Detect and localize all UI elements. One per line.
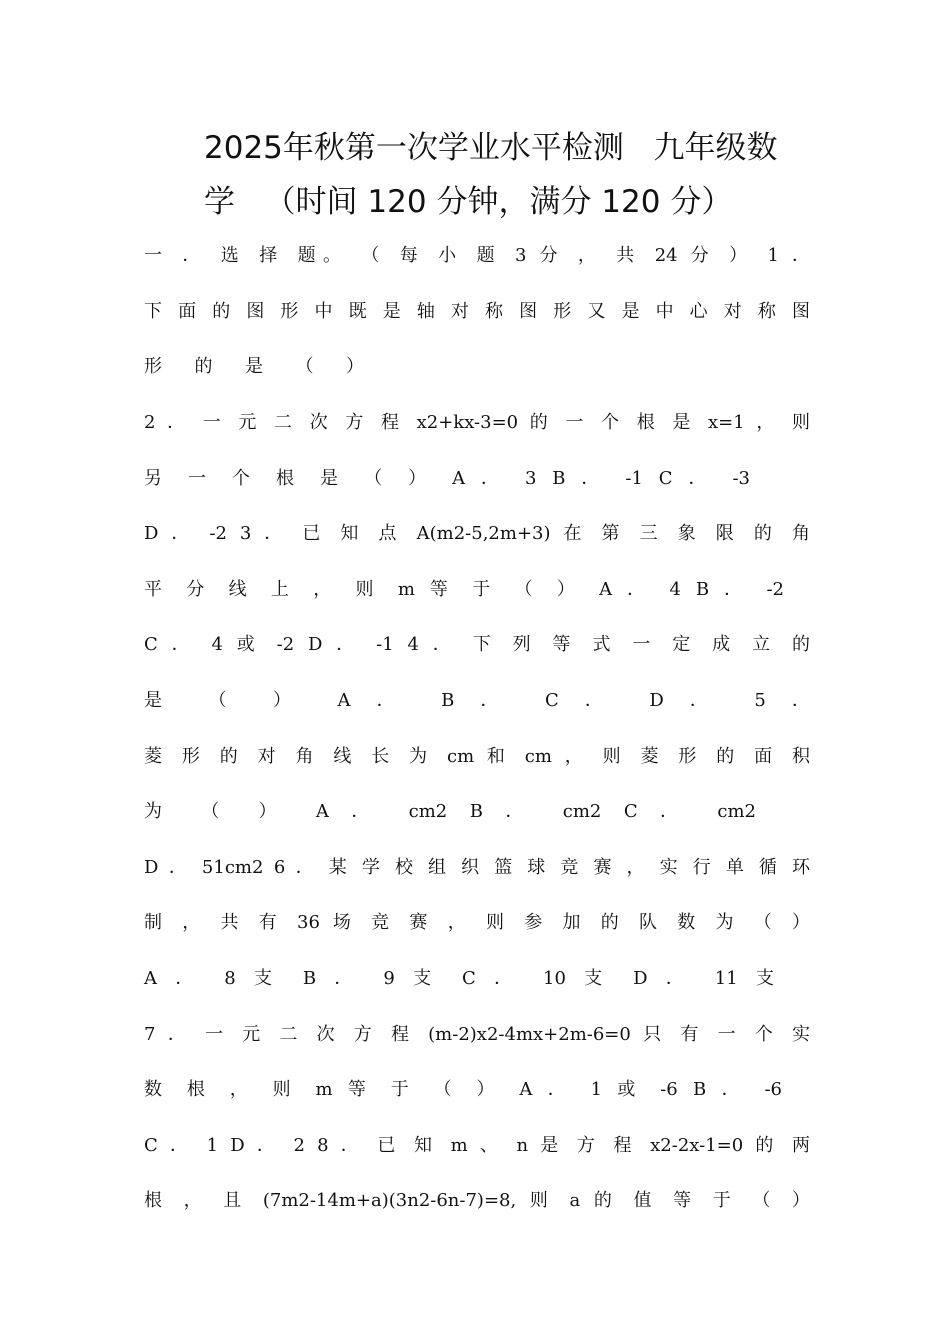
text-line: 另 一 个 根 是 （ ） A ． 3 B ． -1 C ． -3 (144, 468, 750, 489)
exam-title-line-1: 2025年秋第一次学业水平检测 九年级数 (204, 130, 778, 166)
text-line: 是 （ ） A ． B ． C ． D ． 5 ． (144, 690, 810, 711)
text-line: D ． 51cm2 6 ． 某 学 校 组 织 篮 球 竞 赛 ， 实 行 单 循 环 (144, 857, 810, 878)
text-line: 下 面 的 图 形 中 既 是 轴 对 称 图 形 又 是 中 心 对 称 图 (144, 301, 810, 322)
text-line: C ． 1 D ． 2 8 ． 已 知 m 、 n 是 方 程 x2-2x-1=0 的 两 (144, 1135, 810, 1156)
text-line: 2 ． 一 元 二 次 方 程 x2+kx-3=0 的 一 个 根 是 x=1 ， 则 (144, 412, 810, 433)
text-line: 平 分 线 上 ， 则 m 等 于 （ ） A ． 4 B ． -2 (144, 579, 784, 600)
text-line: 根 ， 且 (7m2-14m+a)(3n2-6n-7)=8, 则 a 的 值 等 于 （ ） (144, 1190, 810, 1211)
text-line: 制 ， 共 有 36 场 竞 赛 ， 则 参 加 的 队 数 为 （ ） (144, 912, 810, 933)
text-line: 为 （ ） A ． cm2 B ． cm2 C ． cm2 (144, 801, 756, 822)
text-line: D ． -2 3 ． 已 知 点 A(m2-5,2m+3) 在 第 三 象 限 的 角 (144, 523, 810, 544)
text-line: 一 ． 选 择 题。 （ 每 小 题 3 分 ， 共 24 分 ） 1 ． (144, 245, 810, 266)
exam-title-line-2: 学 （时间 120 分钟，满分 120 分） (204, 184, 733, 220)
text-line: 数 根 ， 则 m 等 于 （ ） A ． 1 或 -6 B ． -6 (144, 1079, 782, 1100)
text-line: A ． 8 支 B ． 9 支 C ． 10 支 D ． 11 支 (144, 968, 774, 989)
text-line: 形 的 是 （ ） (144, 356, 364, 377)
text-line: C ． 4 或 -2 D ． -1 4 ． 下 列 等 式 一 定 成 立 的 (144, 634, 810, 655)
text-line: 菱 形 的 对 角 线 长 为 cm 和 cm ， 则 菱 形 的 面 积 (144, 746, 810, 767)
text-line: 7 ． 一 元 二 次 方 程 (m-2)x2-4mx+2m-6=0 只 有 一 个 实 (144, 1024, 810, 1045)
